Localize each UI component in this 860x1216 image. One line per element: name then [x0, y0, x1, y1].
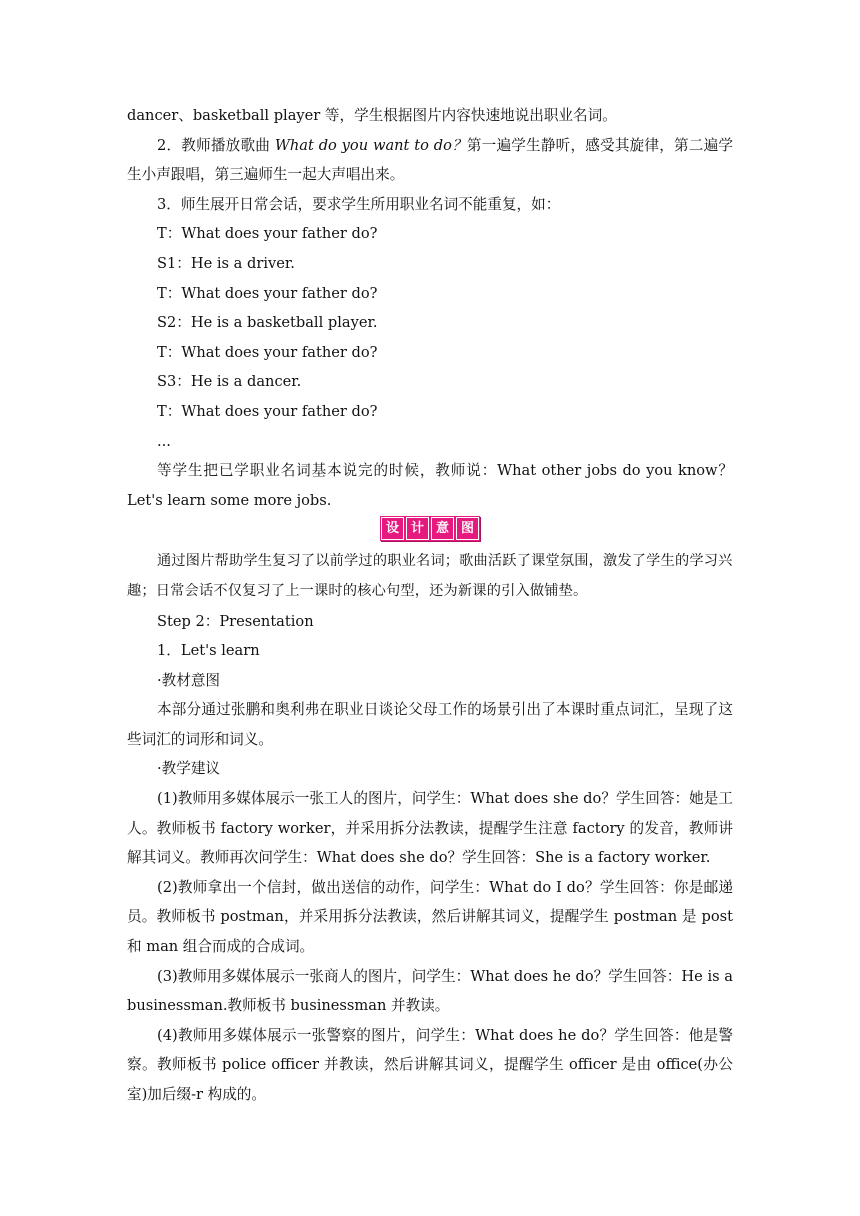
textbook-intent-text: 本部分通过张鹏和奥利弗在职业日谈论父母工作的场景引出了本课时重点词汇，呈现了这些词汇的词形和词义。	[127, 701, 733, 748]
dialogue-line: S2：He is a basketball player.	[157, 314, 378, 332]
intro-paragraph-3: 3．师生展开日常会话，要求学生所用职业名词不能重复，如：	[157, 195, 561, 213]
suggestion-item: (2)教师拿出一个信封，做出送信的动作，问学生：What do I do？学生回答：你是邮递员。教师板书 postman，并采用拆分法教读，然后讲解其词义，提醒学生 postman 是 post 和 man 组合而成的合成词。	[127, 878, 733, 956]
textbook-intent-label: ·教材意图	[157, 671, 221, 689]
design-intent-text: 通过图片帮助学生复习了以前学过的职业名词；歌曲活跃了课堂氛围，激发了学生的学习兴趣；日常会话不仅复习了上一课时的核心句型，还为新课的引入做铺垫。	[127, 553, 733, 599]
design-badge-char: 意	[431, 517, 454, 540]
dialogue-line: T：What does your father do?	[157, 284, 378, 302]
design-badge-char: 计	[406, 517, 429, 540]
suggestion-item: (4)教师用多媒体展示一张警察的图片，问学生：What does he do？学生回答：他是警察。教师板书 police officer 并教读，然后讲解其词义，提醒学生 officer 是由 office(办公室)加后缀-r 构成的。	[127, 1026, 733, 1103]
design-intent-banner	[127, 517, 733, 544]
dialogue-line: T：What does your father do?	[157, 225, 378, 243]
document-body	[127, 101, 733, 1110]
suggestion-item: (3)教师用多媒体展示一张商人的图片，问学生：What does he do？学生回答：He is a businessman.教师板书 businessman 并教读。	[127, 967, 733, 1015]
suggestion-item: (1)教师用多媒体展示一张工人的图片，问学生：What does she do？学生回答：她是工人。教师板书 factory worker，并采用拆分法教读，提醒学生注意 factory 的发音，教师讲解其词义。教师再次问学生：What does she do？学生回答：She is a factory worker.	[127, 790, 733, 867]
suggestion-label: ·教学建议	[157, 760, 221, 778]
design-badge-char: 设	[381, 517, 404, 540]
section-heading: 1．Let's learn	[157, 642, 260, 660]
transition-paragraph: 等学生把已学职业名词基本说完的时候，教师说：What other jobs do you know？Let's learn some more jobs.	[127, 462, 733, 509]
intro-line-1: dancer、basketball player 等，学生根据图片内容快速地说出职业名词。	[127, 107, 617, 124]
song-instructions: 第一遍学生静听，感受其旋律，第二遍学生小声跟唱，第三遍师生一起大声唱出来。	[127, 136, 733, 184]
dialogue-line: S3：He is a dancer.	[157, 373, 302, 391]
song-title: What do you want to do？	[274, 136, 467, 154]
dialogue-ellipsis: ...	[157, 432, 171, 450]
design-badge-char: 图	[456, 517, 479, 540]
dialogue-line: T：What does your father do?	[157, 402, 378, 420]
step-heading: Step 2：Presentation	[157, 612, 314, 630]
intro-paragraph-2	[127, 131, 733, 190]
dialogue-line: T：What does your father do?	[157, 343, 378, 361]
song-lead-text: 2．教师播放歌曲	[157, 136, 275, 154]
dialogue-line: S1：He is a driver.	[157, 254, 295, 272]
